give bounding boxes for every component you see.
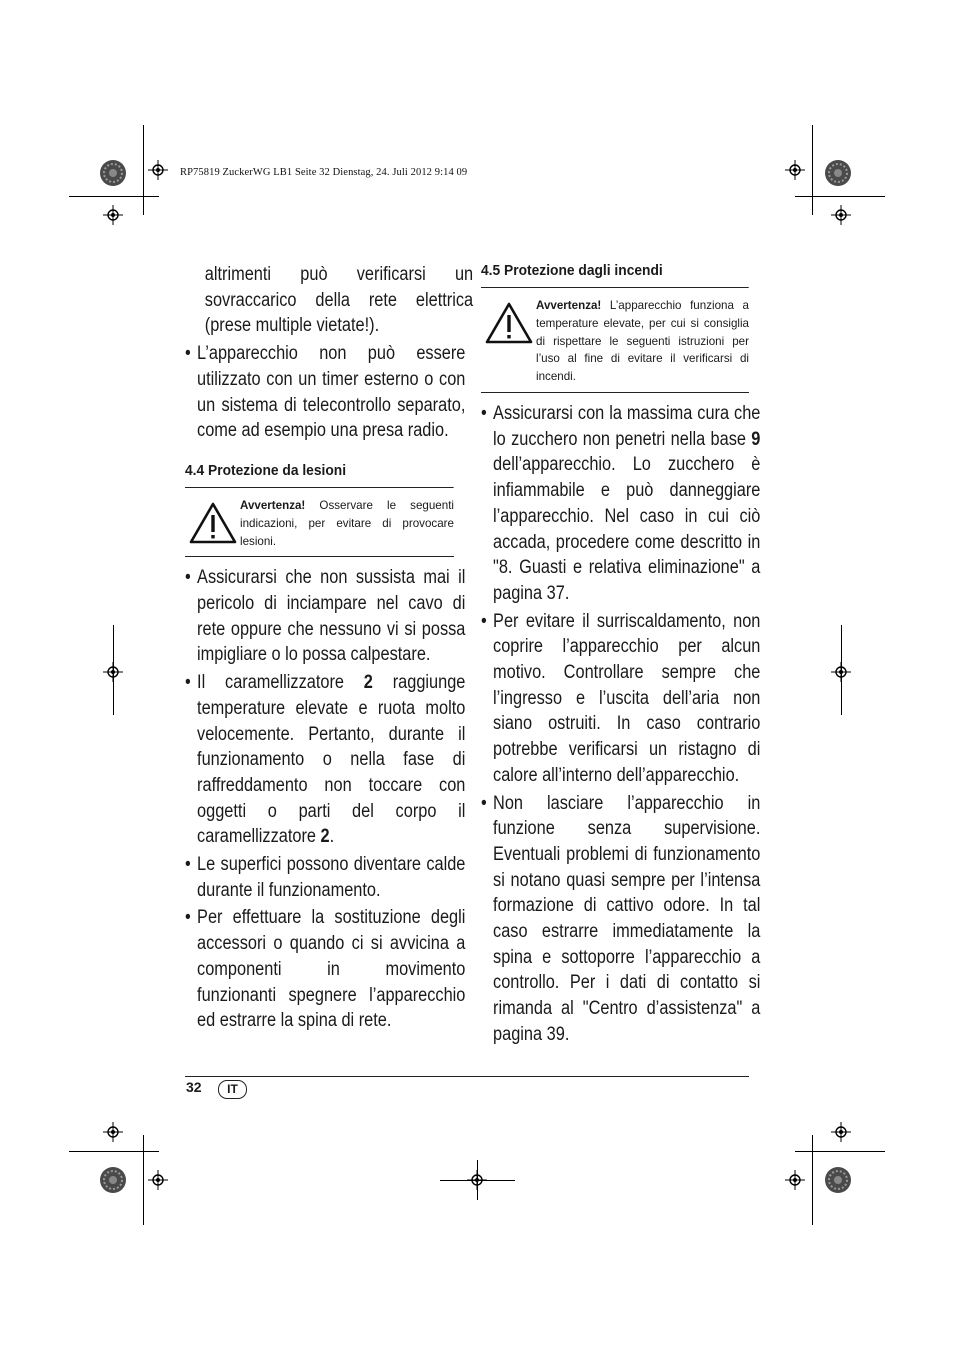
crop-line (477, 1160, 478, 1200)
list-item (185, 852, 465, 903)
warning-title: Avvertenza! (536, 299, 602, 312)
list-item-text: Assicurarsi che non sussista mai il pericolo di inciampare nel cavo di rete oppure che nessuno vi si possa impigliare o lo possa calpestare. (197, 567, 466, 666)
registration-mark-icon (103, 205, 123, 225)
registration-mark-icon (831, 205, 851, 225)
bullet-icon: • (481, 610, 487, 632)
registration-mark-icon (103, 662, 123, 682)
color-rosette-icon (824, 1166, 852, 1194)
list-item-text: Il caramellizzatore 2 raggiunge temperature elevate e ruota molto velocemente. Pertanto, durante il funzionamento o nella fase di raffreddamento non toccare con oggetti o parti del corpo il caramellizzatore 2. (197, 672, 466, 848)
crop-line (143, 125, 144, 215)
part-number: 2 (320, 826, 330, 848)
warning-text (240, 497, 454, 550)
crop-line (69, 196, 159, 197)
bullet-icon: • (185, 672, 191, 694)
registration-mark-icon (148, 1170, 168, 1190)
section-heading: 4.5 Protezione dagli incendi (481, 262, 749, 288)
bullet-icon: • (481, 792, 487, 814)
list-item (185, 341, 465, 444)
section-heading: 4.4 Protezione da lesioni (185, 462, 454, 488)
registration-mark-icon (148, 160, 168, 180)
list-item-text: Le superfici possono diventare calde durante il funzionamento. (197, 854, 466, 901)
crop-line (795, 1151, 885, 1152)
list-item (481, 791, 760, 1048)
warning-box (185, 497, 454, 557)
list-item-text: Assicurarsi con la massima cura che lo zucchero non penetri nella base 9 dell’apparecchio. Lo zucchero è infiammabile e può danneggiare l’apparecchio. Nel caso in cui ciò accada, procedere come descritto in "8. Guasti e relativa eliminazione" a pagina 37. (493, 402, 761, 604)
bullet-icon: • (481, 402, 487, 424)
left-column (185, 262, 474, 1034)
bullet-icon: • (185, 343, 191, 365)
registration-mark-icon (103, 1122, 123, 1142)
paragraph: altrimenti può verificarsi un sovraccarico della rete elettrica (prese multiple vietate!). (204, 264, 474, 337)
crop-line (143, 1135, 144, 1225)
color-rosette-icon (99, 1166, 127, 1194)
registration-mark-icon (785, 1170, 805, 1190)
warning-triangle-icon (484, 301, 534, 345)
page-number: 32 (186, 1079, 202, 1095)
language-badge: IT (218, 1080, 247, 1099)
list-item-text: Per effettuare la sostituzione degli accessori o quando ci si avvicina a componenti in movimento funzionanti spegnere l’apparecchio ed estrarre la spina di rete. (197, 907, 466, 1032)
list-item-text: Non lasciare l’apparecchio in funzione senza supervisione. Eventuali problemi di funzionamento si notano quasi sempre per l’intensa formazione di cattivo odore. In tal caso estrarre immediatamente la spina e sottoporre l’apparecchio a controllo. Per i dati di contatto si rimanda al "Centro d’assistenza" a pagina 39. (493, 792, 761, 1045)
list-item (185, 905, 465, 1034)
crop-line (69, 1151, 159, 1152)
crop-line (812, 125, 813, 215)
crop-line (795, 196, 885, 197)
warning-triangle-icon (188, 501, 238, 545)
registration-mark-icon (831, 662, 851, 682)
part-number: 9 (751, 428, 761, 450)
bullet-icon: • (185, 907, 191, 929)
warning-body: L’apparecchio funziona a temperature elevate, per cui si consiglia di rispettare le seguenti istruzioni per l’uso al fine di evitare il verificarsi di incendi. (536, 299, 749, 384)
list-item (185, 565, 465, 668)
crop-line (812, 1135, 813, 1225)
warning-text (536, 297, 749, 386)
print-slug: RP75819 ZuckerWG LB1 Seite 32 Dienstag, 24. Juli 2012 9:14 09 (180, 167, 468, 178)
bullet-icon: • (185, 567, 191, 589)
bullet-icon: • (185, 854, 191, 876)
footer-rule (185, 1076, 749, 1077)
list-item (481, 401, 760, 607)
list-item (481, 609, 760, 789)
color-rosette-icon (824, 159, 852, 187)
registration-mark-icon (831, 1122, 851, 1142)
part-number: 2 (363, 672, 373, 694)
list-item-text: L’apparecchio non può essere utilizzato con un timer esterno o con un sistema di telecontrollo separato, come ad esempio una presa radio. (197, 343, 466, 442)
warning-box (481, 297, 749, 393)
right-column (481, 262, 761, 1048)
warning-title: Avvertenza! (240, 498, 306, 512)
color-rosette-icon (99, 159, 127, 187)
registration-mark-icon (785, 160, 805, 180)
list-item-text: Per evitare il surriscaldamento, non coprire l’apparecchio per alcun motivo. Controllare sempre che l’ingresso e l’uscita dell’aria non siano ostruiti. In caso contrario potrebbe verificarsi un ristagno di calore all’interno dell’apparecchio. (493, 610, 761, 786)
warning-body: Osservare le seguenti indicazioni, per evitare di provocare lesioni. (240, 498, 454, 548)
list-item (185, 670, 465, 850)
